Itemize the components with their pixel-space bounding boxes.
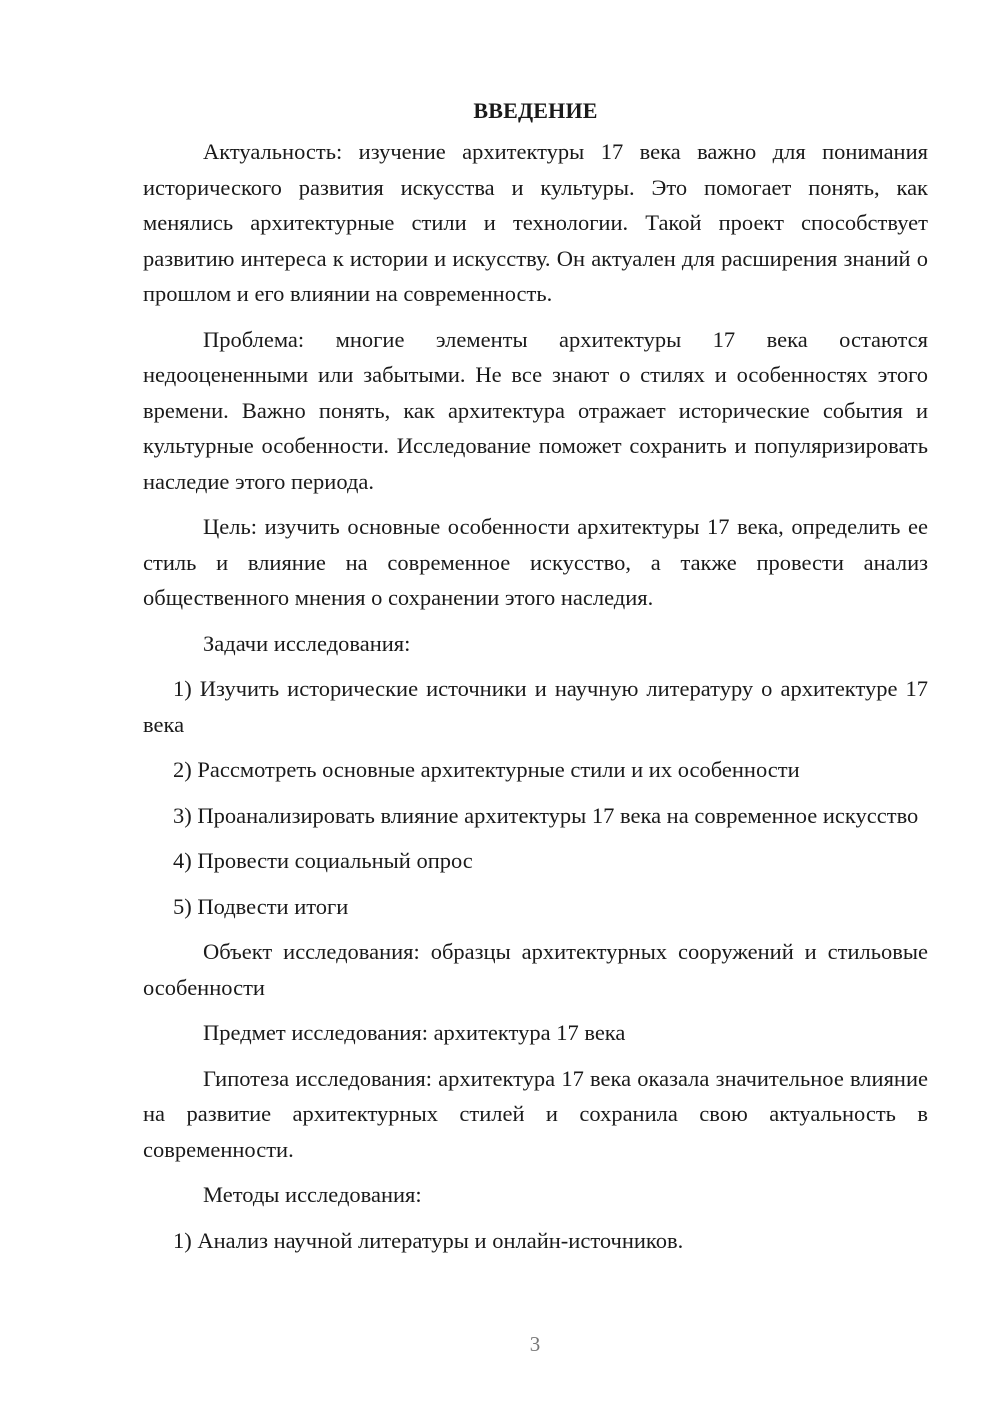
page-number: 3 bbox=[529, 1332, 541, 1356]
problem-paragraph: Проблема: многие элементы архитектуры 17 века остаются недооцененными или забытыми. Не все знают о стилях и особенностях этого времени. Важно понять, как архитектура отражает исторические события и культурные особенности. Исследование поможет сохранить и популяризировать наследие этого периода. bbox=[143, 326, 928, 494]
task-item-1: 1) Изучить исторические источники и научную литературу о архитектуре 17 века bbox=[143, 676, 928, 737]
goal-paragraph: Цель: изучить основные особенности архитектуры 17 века, определить ее стиль и влияние на современное искусство, а также провести анализ общественного мнения о сохранении этого наследия. bbox=[143, 514, 928, 610]
task-item-4: 4) Провести социальный опрос bbox=[173, 848, 473, 873]
tasks-heading: Задачи исследования: bbox=[203, 630, 411, 656]
object-paragraph: Объект исследования: образцы архитектурных сооружений и стильовые особенности bbox=[143, 939, 928, 1000]
task-item-5: 5) Подвести итоги bbox=[173, 893, 349, 919]
relevance-paragraph: Актуальность: изучение архитектуры 17 века важно для понимания исторического развития искусства и культуры. Это помогает понять, как менялись архитектурные стили и технологии. Такой проект способствует развитию интереса к истории и искусству. Он актуален для расширения знаний о прошлом и его влиянии на современность. bbox=[143, 139, 928, 306]
task-item-3: 3) Проанализировать влияние архитектуры 17 века на современное искусство bbox=[173, 802, 919, 828]
methods-heading: Методы исследования: bbox=[203, 1182, 422, 1207]
document-page bbox=[143, 94, 928, 1268]
hypothesis-paragraph: Гипотеза исследования: архитектура 17 века оказала значительное влияние на развитие архитектурных стилей и сохранила свою актуальность в современности. bbox=[143, 1065, 928, 1162]
subject-paragraph: Предмет исследования: архитектура 17 века bbox=[203, 1020, 626, 1045]
document-title: ВВЕДЕНИЕ bbox=[473, 98, 598, 123]
task-item-2: 2) Рассмотреть основные архитектурные стили и их особенности bbox=[173, 757, 800, 782]
method-item-1: 1) Анализ научной литературы и онлайн-источников. bbox=[173, 1227, 684, 1253]
